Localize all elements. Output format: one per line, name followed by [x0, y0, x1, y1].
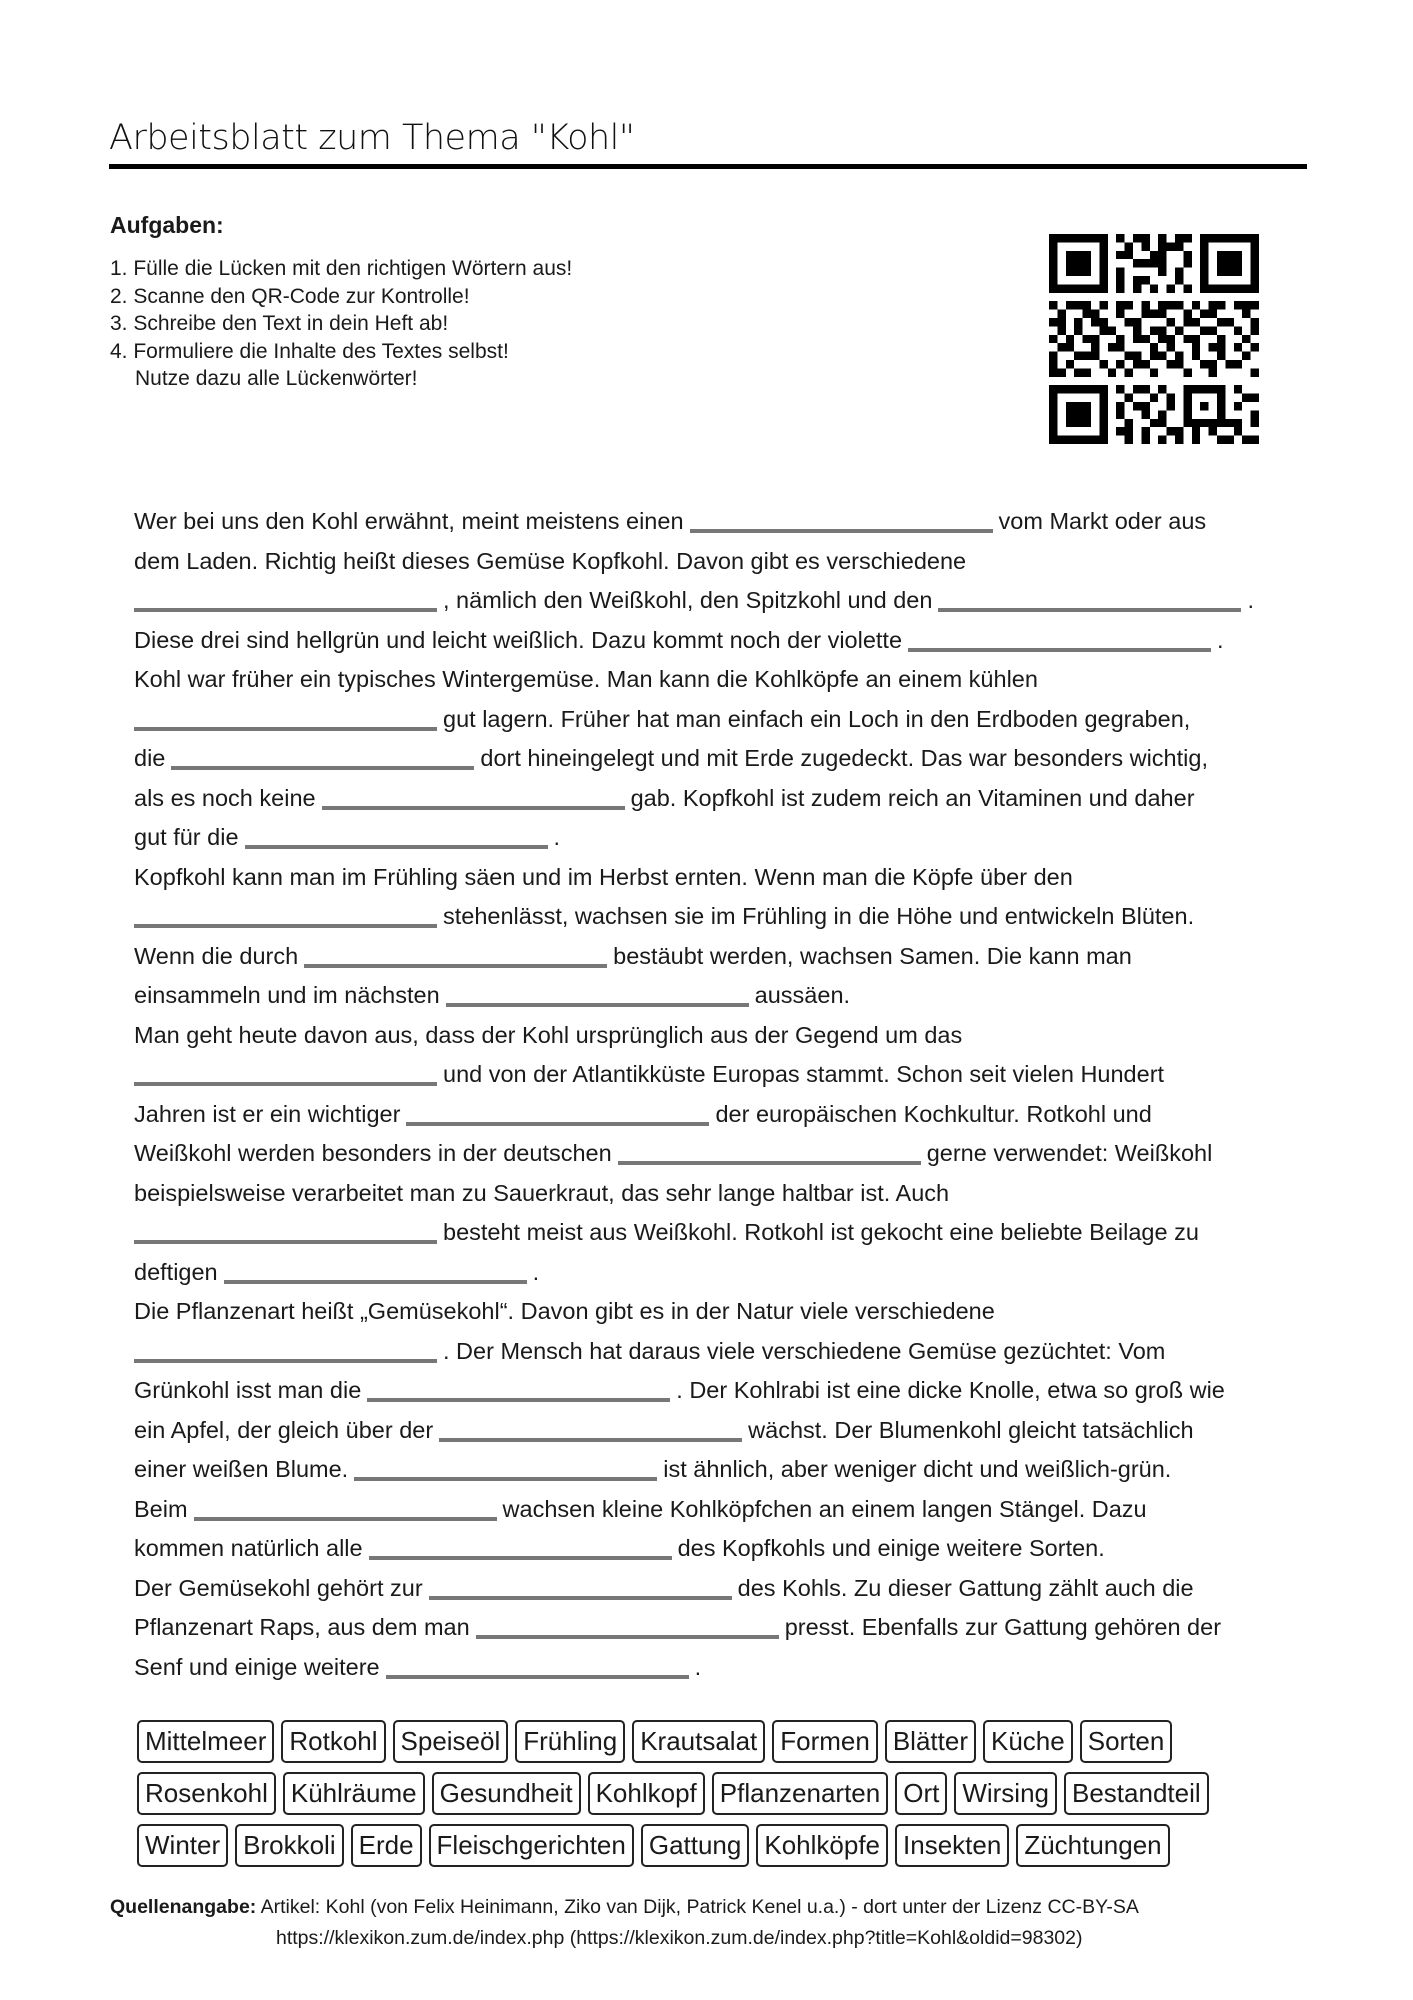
text-line — [134, 1411, 1304, 1451]
blank-gap[interactable] — [406, 1122, 709, 1126]
text-line — [134, 1134, 1304, 1174]
text-line — [134, 1450, 1304, 1490]
word-bank — [137, 1720, 1317, 1876]
text-segment: kommen natürlich alle — [134, 1535, 363, 1561]
text-segment: Weißkohl werden besonders in der deutschen — [134, 1140, 612, 1166]
text-line — [134, 660, 1304, 700]
text-line — [134, 858, 1304, 898]
blank-gap[interactable] — [224, 1280, 527, 1284]
text-segment: . — [694, 1653, 702, 1680]
text-segment: einer weißen Blume. — [134, 1456, 349, 1482]
text-segment: aussäen. — [754, 982, 851, 1008]
text-line — [134, 1569, 1304, 1609]
text-segment: vom Markt oder aus — [998, 508, 1207, 534]
blank-gap[interactable] — [245, 845, 548, 849]
text-line — [134, 1490, 1304, 1530]
text-segment: . — [1247, 587, 1254, 613]
text-segment: . — [1217, 626, 1224, 653]
text-line — [134, 1213, 1304, 1253]
text-segment: . Der Kohlrabi ist eine dicke Knolle, etwa so groß wie — [676, 1377, 1225, 1403]
word-chip[interactable]: Kühlräume — [283, 1772, 425, 1815]
page-title: Arbeitsblatt zum Thema "Kohl" — [109, 118, 635, 158]
word-chip[interactable]: Formen — [772, 1720, 878, 1763]
word-chip[interactable]: Bestandteil — [1064, 1772, 1209, 1815]
tasks-heading: Aufgaben: — [110, 212, 224, 238]
word-chip[interactable]: Frühling — [515, 1720, 625, 1763]
text-segment: Kopfkohl kann man im Frühling säen und im Herbst ernten. Wenn man die Köpfe über den — [134, 863, 1073, 890]
blank-gap[interactable] — [367, 1398, 670, 1402]
text-segment: Die Pflanzenart heißt „Gemüsekohl“. Davon gibt es in der Natur viele verschiedene — [134, 1298, 995, 1324]
word-chip[interactable]: Krautsalat — [632, 1720, 765, 1763]
text-segment: . — [532, 1258, 540, 1285]
task-item: 2. Scanne den QR-Code zur Kontrolle! — [110, 284, 470, 308]
blank-gap[interactable] — [171, 766, 474, 770]
text-segment: wachsen kleine Kohlköpfchen an einem langen Stängel. Dazu — [502, 1495, 1147, 1522]
word-chip[interactable]: Erde — [351, 1824, 422, 1867]
text-line — [134, 1292, 1304, 1332]
text-line — [134, 1016, 1304, 1056]
task-item: 1. Fülle die Lücken mit den richtigen Wörtern aus! — [110, 257, 573, 280]
task-list — [110, 255, 572, 393]
text-line — [134, 1648, 1304, 1688]
text-segment: der europäischen Kochkultur. Rotkohl und — [715, 1100, 1152, 1127]
source-label: Quellenangabe: — [110, 1896, 257, 1918]
text-segment: Wenn die durch — [134, 942, 299, 969]
blank-gap[interactable] — [386, 1675, 689, 1679]
word-chip[interactable]: Züchtungen — [1016, 1824, 1169, 1867]
blank-gap[interactable] — [134, 727, 437, 731]
word-chip[interactable]: Wirsing — [954, 1772, 1057, 1815]
blank-gap[interactable] — [134, 1082, 437, 1086]
word-chip[interactable]: Speiseöl — [393, 1720, 509, 1763]
blank-gap[interactable] — [134, 924, 437, 928]
text-segment: Der Gemüsekohl gehört zur — [134, 1574, 423, 1601]
blank-gap[interactable] — [134, 1240, 437, 1244]
task-item: 4. Formuliere die Inhalte des Textes selbst! — [110, 339, 509, 363]
text-segment: Pflanzenart Raps, aus dem man — [134, 1614, 470, 1640]
blank-gap[interactable] — [439, 1438, 742, 1442]
text-segment: Senf und einige weitere — [134, 1653, 380, 1680]
word-bank-row — [137, 1824, 1317, 1876]
text-line — [134, 502, 1304, 542]
text-line — [134, 621, 1304, 661]
word-chip[interactable]: Gesundheit — [432, 1772, 581, 1815]
text-line — [134, 1055, 1304, 1095]
text-line — [134, 542, 1304, 582]
text-segment: gut lagern. Früher hat man einfach ein Loch in den Erdboden gegraben, — [443, 705, 1191, 732]
blank-gap[interactable] — [194, 1517, 497, 1521]
text-segment: als es noch keine — [134, 784, 316, 811]
blank-gap[interactable] — [446, 1003, 749, 1007]
word-chip[interactable]: Mittelmeer — [137, 1720, 274, 1763]
text-segment: stehenlässt, wachsen sie im Frühling in die Höhe und entwickeln Blüten. — [443, 903, 1195, 929]
text-line — [134, 1174, 1304, 1214]
text-segment: bestäubt werden, wachsen Samen. Die kann man — [613, 942, 1132, 969]
text-segment: Man geht heute davon aus, dass der Kohl ursprünglich aus der Gegend um das — [134, 1021, 963, 1048]
text-segment: Diese drei sind hellgrün und leicht weißlich. Dazu kommt noch der violette — [134, 626, 903, 653]
blank-gap[interactable] — [369, 1556, 672, 1560]
blank-gap[interactable] — [429, 1596, 732, 1600]
text-segment: gerne verwendet: Weißkohl — [926, 1140, 1213, 1166]
text-segment: des Kohls. Zu dieser Gattung zählt auch die — [737, 1574, 1194, 1601]
text-segment: deftigen — [134, 1258, 218, 1285]
text-segment: beispielsweise verarbeitet man zu Sauerkraut, das sehr lange haltbar ist. Auch — [134, 1179, 950, 1206]
qr-code-image — [1049, 234, 1259, 444]
text-segment: presst. Ebenfalls zur Gattung gehören der — [784, 1614, 1222, 1640]
title-underline — [109, 164, 1307, 169]
text-segment: . — [553, 824, 561, 850]
text-segment: die — [134, 745, 166, 771]
text-segment: gut für die — [134, 824, 239, 850]
word-chip[interactable]: Sorten — [1080, 1720, 1173, 1763]
word-chip[interactable]: Gattung — [641, 1824, 750, 1867]
text-segment: Jahren ist er ein wichtiger — [134, 1100, 401, 1127]
source-url: https://klexikon.zum.de/index.php (https://klexikon.zum.de/index.php?title=Kohl&oldid=98302) — [276, 1927, 1083, 1949]
word-chip[interactable]: Fleischgerichten — [429, 1824, 634, 1867]
blank-gap[interactable] — [938, 608, 1241, 612]
word-bank-row — [137, 1720, 1317, 1772]
text-line — [134, 739, 1304, 779]
text-line — [134, 818, 1304, 858]
text-line — [134, 897, 1304, 937]
blank-gap[interactable] — [134, 608, 437, 612]
word-chip[interactable]: Kohlkopf — [588, 1772, 705, 1815]
text-line — [134, 581, 1304, 621]
word-chip[interactable]: Rotkohl — [281, 1720, 385, 1763]
source-citation — [110, 1892, 1139, 1954]
word-bank-row — [137, 1772, 1317, 1824]
blank-gap[interactable] — [690, 529, 993, 533]
text-segment: einsammeln und im nächsten — [134, 982, 440, 1008]
blank-gap[interactable] — [908, 648, 1211, 652]
text-segment: und von der Atlantikküste Europas stammt. Schon seit vielen Hundert — [443, 1061, 1165, 1087]
task-item: 3. Schreibe den Text in dein Heft ab! — [110, 312, 449, 335]
word-chip[interactable]: Brokkoli — [235, 1824, 343, 1867]
text-line — [134, 937, 1304, 977]
text-segment: . Der Mensch hat daraus viele verschiedene Gemüse gezüchtet: Vom — [443, 1337, 1166, 1364]
text-segment: Beim — [134, 1495, 188, 1522]
blank-gap[interactable] — [476, 1635, 779, 1639]
text-segment: Wer bei uns den Kohl erwähnt, meint meistens einen — [134, 508, 684, 534]
blank-gap[interactable] — [134, 1359, 437, 1363]
text-line — [134, 1608, 1304, 1648]
text-line — [134, 1371, 1304, 1411]
word-chip[interactable]: Kohlköpfe — [756, 1824, 888, 1867]
blank-gap[interactable] — [304, 964, 607, 968]
text-segment: , nämlich den Weißkohl, den Spitzkohl und den — [443, 587, 933, 613]
text-line — [134, 1529, 1304, 1569]
text-segment: Grünkohl isst man die — [134, 1377, 362, 1403]
word-chip[interactable]: Rosenkohl — [137, 1772, 276, 1815]
text-line — [134, 976, 1304, 1016]
blank-gap[interactable] — [322, 806, 625, 810]
gap-text — [134, 502, 1304, 1687]
word-chip[interactable]: Küche — [983, 1720, 1073, 1763]
text-segment: dort hineingelegt und mit Erde zugedeckt. Das war besonders wichtig, — [480, 745, 1208, 771]
text-segment: Kohl war früher ein typisches Wintergemüse. Man kann die Kohlköpfe an einem kühlen — [134, 666, 1038, 692]
task-item: Nutze dazu alle Lückenwörter! — [135, 367, 418, 390]
word-chip[interactable]: Ort — [895, 1772, 947, 1815]
text-line — [134, 1332, 1304, 1372]
text-segment: ein Apfel, der gleich über der — [134, 1416, 434, 1443]
word-chip[interactable]: Insekten — [895, 1824, 1009, 1867]
text-line — [134, 1095, 1304, 1135]
text-segment: gab. Kopfkohl ist zudem reich an Vitaminen und daher — [630, 784, 1195, 811]
text-segment: ist ähnlich, aber weniger dicht und weißlich-grün. — [663, 1456, 1172, 1482]
blank-gap[interactable] — [354, 1477, 657, 1481]
source-text: Artikel: Kohl (von Felix Heinimann, Ziko van Dijk, Patrick Kenel u.a.) - dort unter der Lizenz CC-BY-SA — [256, 1896, 1139, 1918]
word-chip[interactable]: Blätter — [885, 1720, 976, 1763]
text-segment: besteht meist aus Weißkohl. Rotkohl ist gekocht eine beliebte Beilage zu — [443, 1219, 1199, 1245]
text-segment: dem Laden. Richtig heißt dieses Gemüse Kopfkohl. Davon gibt es verschiedene — [134, 547, 967, 574]
text-segment: des Kopfkohls und einige weitere Sorten. — [677, 1535, 1105, 1561]
text-line — [134, 779, 1304, 819]
text-segment: wächst. Der Blumenkohl gleicht tatsächlich — [748, 1416, 1194, 1443]
text-line — [134, 700, 1304, 740]
text-line — [134, 1253, 1304, 1293]
blank-gap[interactable] — [618, 1161, 921, 1165]
word-chip[interactable]: Winter — [137, 1824, 228, 1867]
word-chip[interactable]: Pflanzenarten — [712, 1772, 888, 1815]
